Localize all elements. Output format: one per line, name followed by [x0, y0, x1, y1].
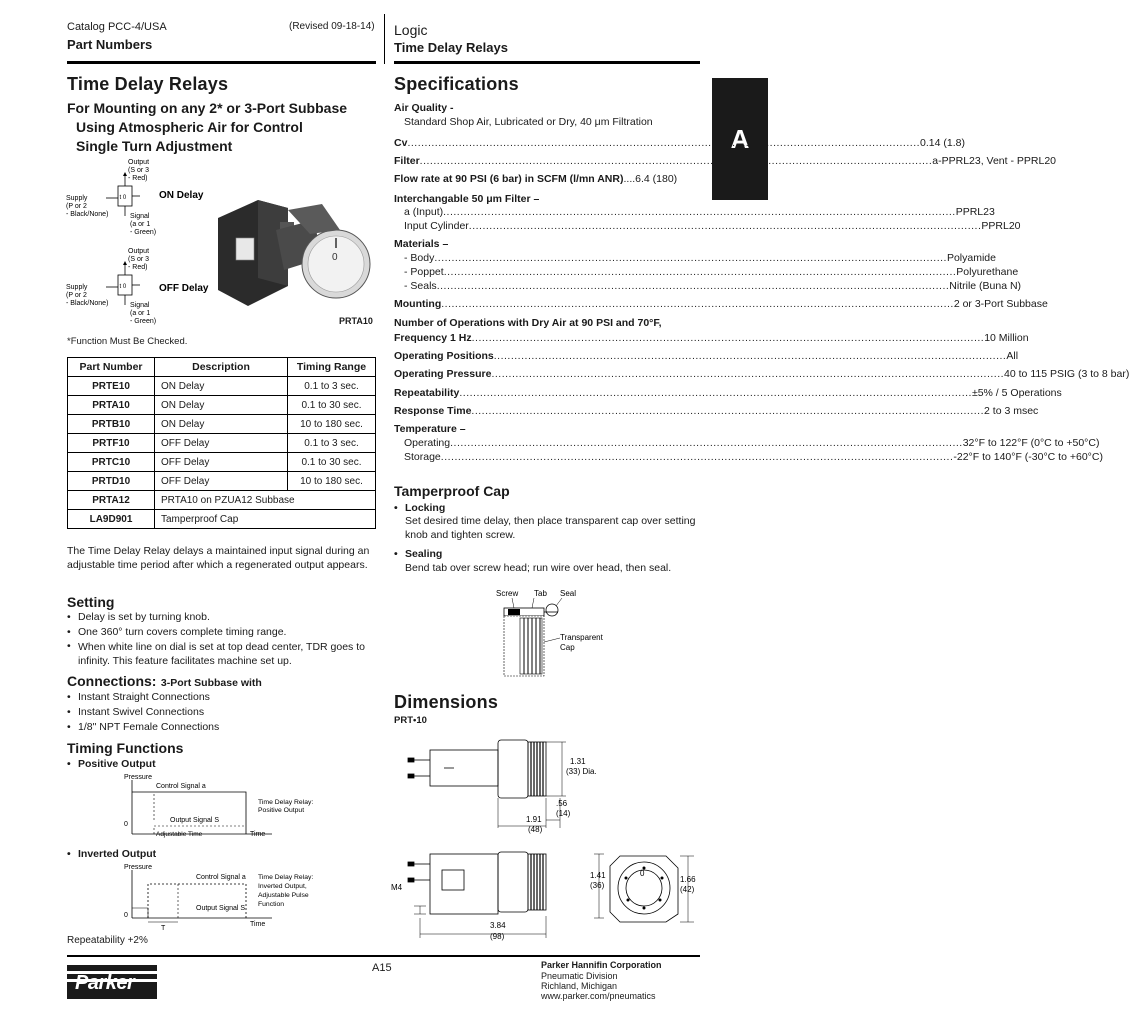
off-signal-3: - Green) [130, 318, 157, 325]
positive-timing-svg [118, 772, 348, 840]
part-number: PRTF10 [68, 434, 155, 453]
pos-note-1: Time Delay Relay: [258, 799, 314, 806]
sealing-label: • Sealing [394, 547, 442, 562]
spec-label: Response Time [394, 405, 472, 417]
spec-positions [394, 350, 1019, 364]
connections-heading [67, 673, 262, 691]
photo-caption: PRTA10 [339, 316, 373, 326]
spec-cv [394, 137, 965, 151]
locking-text: Set desired time delay, then place transparent cap over setting knob and tighten screw. [405, 515, 696, 541]
dimension-svg [391, 728, 704, 948]
part-number: PRTA10 [68, 396, 155, 415]
on-delay-label: ON Delay [159, 190, 204, 201]
spec-value: Polyurethane [956, 266, 1019, 278]
description: ON Delay [155, 415, 288, 434]
subtitle-line-2: Using Atmospheric Air for Control [76, 119, 303, 135]
inv-note-2: Inverted Output, [258, 883, 307, 890]
setting-heading: Setting [67, 594, 115, 610]
list-item: • 1/8" NPT Female Connections [67, 720, 372, 735]
description: PRTA10 on PZUA12 Subbase [155, 491, 376, 510]
spec-value: Nitrile (Buna N) [949, 280, 1022, 292]
tamperproof-cap-diagram [490, 586, 630, 682]
on-output-1: Output [128, 159, 150, 166]
setting-list [67, 610, 372, 668]
table-row [68, 510, 376, 529]
timing-range: 10 to 180 sec. [288, 415, 376, 434]
table-row [68, 472, 376, 491]
spec-flow [394, 173, 700, 187]
pos-time: Time [250, 831, 266, 838]
subtitle-line-3: Single Turn Adjustment [76, 138, 233, 154]
spec-value: 40 to 115 PSIG (3 to 8 bar) [1004, 368, 1129, 380]
spec-air-quality-label: Air Quality - [394, 102, 454, 114]
spec-response [394, 405, 1039, 419]
spec-repeatability [394, 387, 1062, 401]
col-part-number: Part Number [68, 358, 155, 377]
header-divider [384, 14, 385, 64]
inv-output: Output Signal S [196, 905, 246, 912]
pos-pressure: Pressure [124, 774, 153, 781]
on-supply-3: - Black/None) [66, 211, 109, 218]
off-supply-1: Supply [66, 284, 88, 291]
dim-56: .56 [556, 799, 568, 808]
parker-logo [67, 965, 157, 999]
off-symbol-text: t 0 [119, 284, 127, 290]
specifications-title: Specifications [394, 74, 519, 94]
section-title: Part Numbers [67, 37, 153, 52]
spec-value: ±5% / 5 Operations [971, 387, 1062, 399]
spec-value: 10 Million [984, 332, 1029, 344]
division-name: Pneumatic Division [541, 971, 618, 981]
spec-label: Cv [394, 137, 408, 149]
on-delay-symbol [66, 158, 226, 242]
product-photo [218, 190, 378, 316]
spec-value: PPRL23 [955, 206, 995, 218]
dim-384: 3.84 [490, 921, 506, 930]
pos-control: Control Signal a [156, 783, 206, 790]
spec-filter [394, 155, 1057, 169]
spec-interch-label: Interchangable 50 μm Filter – [394, 193, 540, 205]
main-title: Time Delay Relays [67, 74, 229, 94]
on-symbol-text: t 0 [119, 195, 127, 201]
table-row [68, 434, 376, 453]
positive-timing-diagram [118, 772, 348, 840]
spec-label: Filter [394, 155, 420, 167]
relay-illustration [218, 190, 378, 316]
table-row [68, 377, 376, 396]
spec-label: Mounting [394, 298, 442, 310]
spec-temp-label: Temperature – [394, 423, 466, 435]
off-delay-label: OFF Delay [159, 283, 209, 294]
inv-time: Time [250, 921, 266, 928]
off-output-2: (S or 3 [128, 256, 150, 263]
inv-note-4: Function [258, 901, 285, 908]
cap-svg [490, 586, 630, 682]
description: ON Delay [155, 377, 288, 396]
part-number: PRTE10 [68, 377, 155, 396]
page-number: A15 [372, 962, 392, 974]
spec-label: Repeatability [394, 387, 460, 399]
table-row [68, 491, 376, 510]
spec-temp-st [404, 451, 1103, 465]
part-number: LA9D901 [68, 510, 155, 529]
spec-label: Operating Pressure [394, 368, 492, 380]
table-row [68, 396, 376, 415]
spec-value: 2 to 3 msec [984, 405, 1039, 417]
sealing-bullet [394, 547, 442, 562]
dim-33: (33) Dia. [566, 767, 597, 776]
dimension-drawing [391, 728, 704, 948]
spec-interch-a [404, 206, 995, 220]
dim-42: (42) [680, 885, 695, 894]
dimensions-model: PRT•10 [394, 715, 427, 726]
pos-zero: 0 [124, 821, 128, 828]
header-rule-left [67, 61, 376, 64]
footer-rule [67, 955, 700, 957]
spec-mat-seals [404, 280, 1022, 294]
spec-label: a (Input) [404, 206, 444, 218]
transparent-label: Transparent [560, 633, 603, 642]
revision-date: (Revised 09-18-14) [289, 21, 375, 32]
inv-zero: 0 [124, 912, 128, 919]
spec-temp-op [404, 437, 1100, 451]
part-number: PRTB10 [68, 415, 155, 434]
dimensions-title: Dimensions [394, 692, 499, 712]
positive-output-label-list [67, 757, 156, 772]
locking-bullet [394, 501, 445, 516]
connections-suffix: 3-Port Subbase with [160, 677, 262, 689]
website: www.parker.com/pneumatics [541, 991, 656, 1001]
list-item: • Delay is set by turning knob. [67, 610, 372, 625]
part-number: PRTC10 [68, 453, 155, 472]
spec-value: Polyamide [946, 252, 996, 264]
connections-title: Connections: [67, 673, 157, 689]
spec-value: 2 or 3-Port Subbase [953, 298, 1048, 310]
inverted-timing-svg [118, 860, 348, 932]
off-signal-2: (a or 1 [130, 310, 151, 317]
spec-label: - Seals [404, 280, 437, 292]
screw-label: Screw [496, 589, 519, 598]
table-header-row [68, 358, 376, 377]
off-output-3: - Red) [128, 264, 148, 271]
timing-range: 0.1 to 30 sec. [288, 453, 376, 472]
positive-output-label: • Positive Output [67, 757, 156, 772]
on-delay-svg [66, 158, 226, 242]
timing-range: 0.1 to 3 sec. [288, 377, 376, 396]
part-number-table [67, 357, 376, 529]
spec-air-quality-text: Standard Shop Air, Lubricated or Dry, 40 μm Filtration [404, 116, 653, 128]
dim-14: (14) [556, 809, 571, 818]
list-item: • When white line on dial is set at top dead center, TDR goes to infinity. This feature facilitates machine set up. [67, 640, 372, 668]
off-supply-3: - Black/None) [66, 300, 109, 307]
spec-label: Operating [404, 437, 451, 449]
part-number: PRTD10 [68, 472, 155, 491]
inverted-output-label: • Inverted Output [67, 847, 156, 862]
spec-value: 0.14 (1.8) [920, 137, 965, 149]
spec-label: Flow rate at 90 PSI (6 bar) in SCFM (l/mn ANR) [394, 173, 624, 185]
repeatability-note: Repeatability +2% [67, 935, 148, 946]
description: OFF Delay [155, 453, 288, 472]
description: OFF Delay [155, 472, 288, 491]
spec-mounting [394, 298, 1048, 312]
col-description: Description [155, 358, 288, 377]
off-delay-symbol [66, 247, 226, 331]
dim-166: 1.66 [680, 875, 696, 884]
dim-48: (48) [528, 825, 543, 834]
on-signal-1: Signal [130, 213, 150, 220]
off-supply-2: (P or 2 [66, 292, 87, 299]
list-item: • Instant Swivel Connections [67, 705, 372, 720]
tab-label: Tab [534, 589, 547, 598]
locking-label: • Locking [394, 501, 445, 516]
part-number: PRTA12 [68, 491, 155, 510]
dim-36: (36) [590, 881, 605, 890]
intro-paragraph: The Time Delay Relay delays a maintained input signal during an adjustable time period after which a regenerated output appears. [67, 545, 370, 571]
spec-label: - Body [404, 252, 435, 264]
spec-pressure [394, 368, 1129, 382]
category-title: Logic [394, 22, 428, 38]
timing-heading: Timing Functions [67, 740, 184, 756]
subtitle-line-1: For Mounting on any 2* or 3-Port Subbase [67, 100, 348, 116]
function-note: *Function Must Be Checked. [67, 336, 188, 347]
connections-list [67, 690, 372, 735]
dim-m4: M4 [391, 883, 403, 892]
dim-191: 1.91 [526, 815, 542, 824]
description: OFF Delay [155, 434, 288, 453]
spec-value: All [1006, 350, 1019, 362]
inv-note-3: Adjustable Pulse [258, 892, 309, 899]
timing-range: 0.1 to 3 sec. [288, 434, 376, 453]
pos-note-2: Positive Output [258, 807, 305, 814]
description: ON Delay [155, 396, 288, 415]
pos-adj: Adjustable Time [156, 831, 203, 838]
timing-range: 10 to 180 sec. [288, 472, 376, 491]
spec-mat-poppet [404, 266, 1019, 280]
dial-zero: 0 [640, 869, 645, 878]
on-output-2: (S or 3 [128, 167, 150, 174]
on-signal-3: - Green) [130, 229, 157, 236]
seal-label: Seal [560, 589, 577, 598]
city-name: Richland, Michigan [541, 981, 618, 991]
on-supply-2: (P or 2 [66, 203, 87, 210]
spec-label: Frequency 1 Hz [394, 332, 472, 344]
dim-141: 1.41 [590, 871, 606, 880]
timing-range: 0.1 to 30 sec. [288, 396, 376, 415]
spec-value: -22°F to 140°F (-30°C to +60°C) [953, 451, 1103, 463]
parker-logo-text: Parker [75, 972, 135, 994]
product-title: Time Delay Relays [394, 40, 508, 55]
spec-label: Input Cylinder [404, 220, 469, 232]
spec-value: a-PPRL23, Vent - PPRL20 [932, 155, 1057, 167]
cap-label: Cap [560, 643, 575, 652]
dim-131: 1.31 [570, 757, 586, 766]
on-output-3: - Red) [128, 175, 148, 182]
table-row [68, 415, 376, 434]
spec-interch-c [404, 220, 1021, 234]
description: Tamperproof Cap [155, 510, 376, 529]
table-row [68, 453, 376, 472]
spec-mat-body [404, 252, 996, 266]
off-output-1: Output [128, 248, 150, 255]
on-signal-2: (a or 1 [130, 221, 151, 228]
list-item: • Instant Straight Connections [67, 690, 372, 705]
inverted-timing-diagram [118, 860, 348, 932]
spec-label: - Poppet [404, 266, 444, 278]
catalog-number: Catalog PCC-4/USA [67, 21, 167, 33]
spec-materials-label: Materials – [394, 238, 449, 250]
tamperproof-heading: Tamperproof Cap [394, 483, 510, 499]
header-rule-right [394, 61, 700, 64]
pos-output: Output Signal S [170, 817, 220, 824]
spec-ops [394, 332, 1029, 346]
col-timing-range: Timing Range [288, 358, 376, 377]
inv-t: T [161, 925, 166, 932]
svg-text:0: 0 [332, 252, 338, 263]
on-supply-1: Supply [66, 195, 88, 202]
inv-pressure: Pressure [124, 864, 153, 871]
spec-label: Storage [404, 451, 441, 463]
section-tab: A [712, 78, 768, 200]
list-item: • One 360° turn covers complete timing range. [67, 625, 372, 640]
spec-value: ....6.4 (180) [623, 173, 678, 185]
spec-value: PPRL20 [981, 220, 1021, 232]
off-signal-1: Signal [130, 302, 150, 309]
dim-98: (98) [490, 932, 505, 941]
off-delay-svg [66, 247, 226, 331]
sealing-text: Bend tab over screw head; run wire over head, then seal. [405, 562, 672, 574]
company-name: Parker Hannifin Corporation [541, 960, 662, 970]
inv-control: Control Signal a [196, 874, 246, 881]
spec-ops-label: Number of Operations with Dry Air at 90 PSI and 70°F, [394, 317, 662, 329]
spec-label: Operating Positions [394, 350, 494, 362]
spec-value: 32°F to 122°F (0°C to +50°C) [962, 437, 1100, 449]
inv-note-1: Time Delay Relay: [258, 874, 314, 881]
